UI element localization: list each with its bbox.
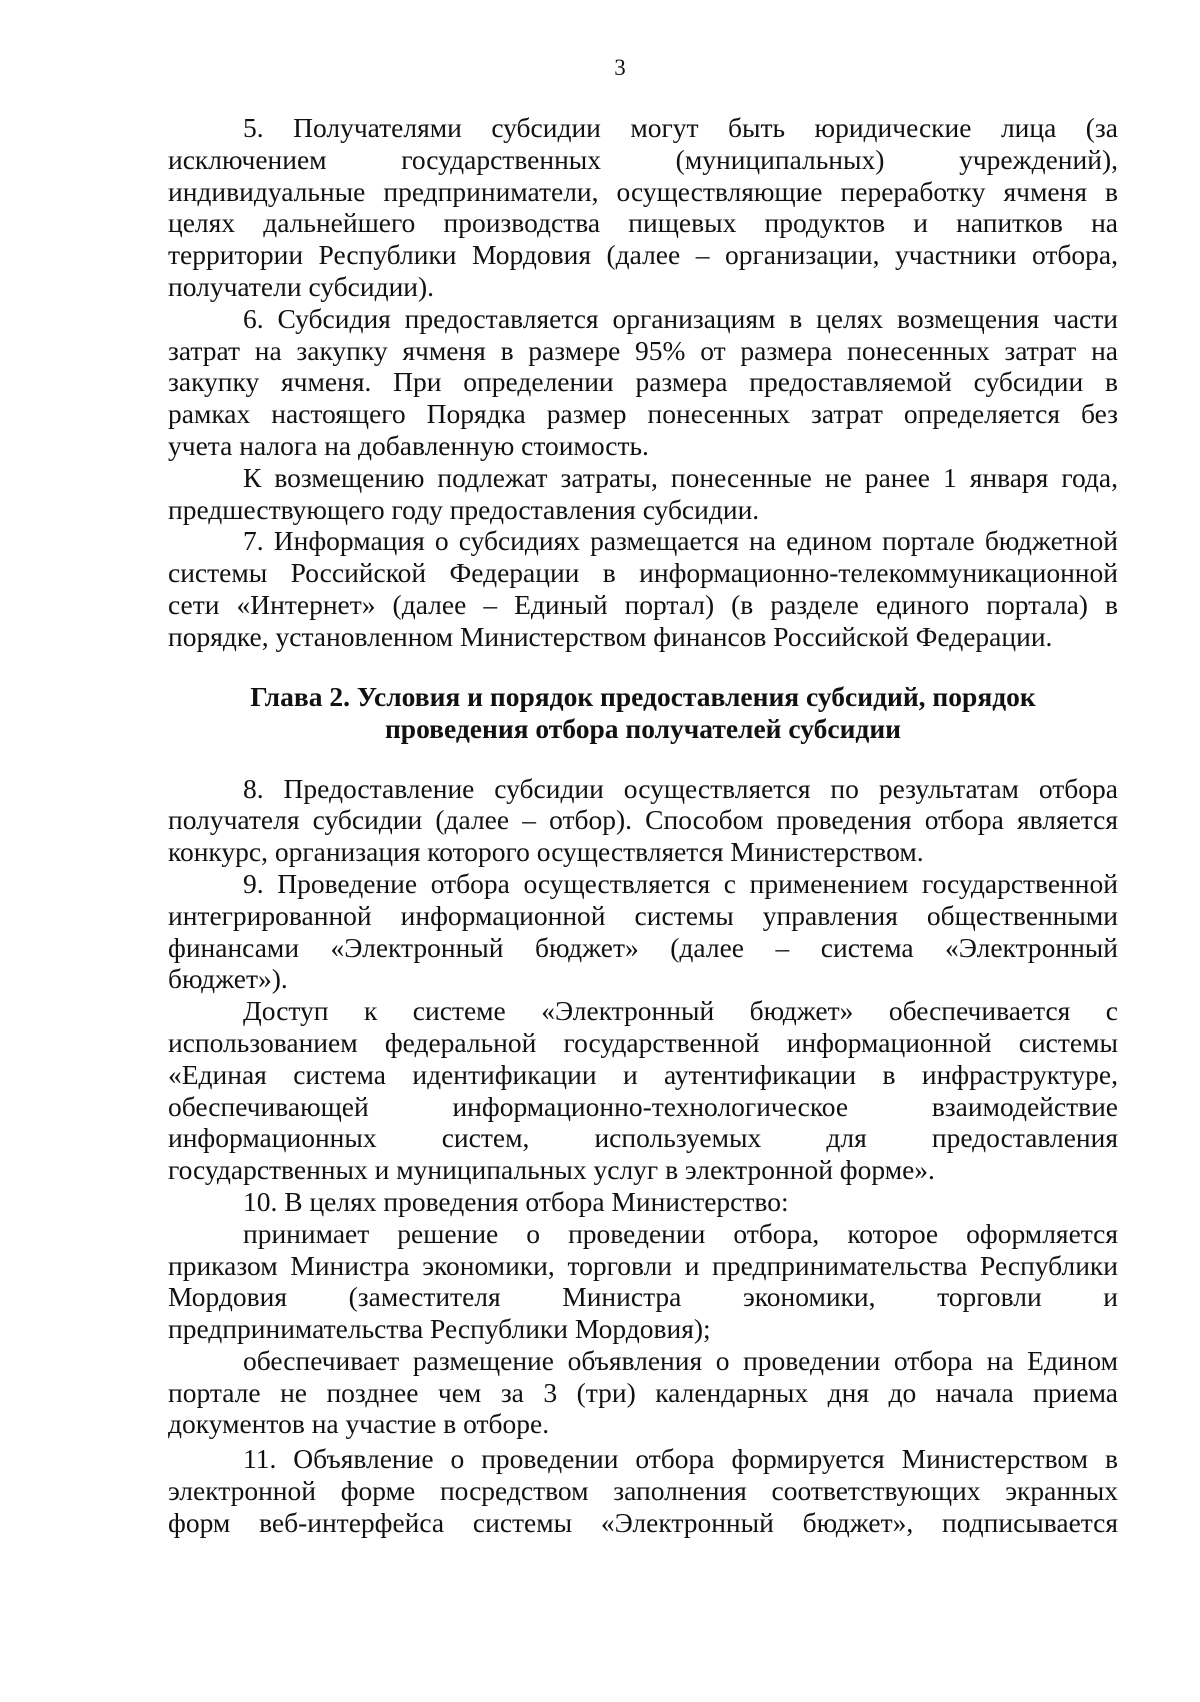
paragraph-7-line: 7. Информация о субсидиях размещается на едином портале бюджетной — [243, 525, 1118, 557]
paragraph-6-line: закупку ячменя. При определении размера предоставляемой субсидии в — [168, 366, 1118, 398]
paragraph-9-line: интегрированной информационной системы управления общественными — [168, 899, 1118, 931]
document-body — [168, 112, 1118, 1539]
paragraph-5-line: целях дальнейшего производства пищевых продуктов и напитков на — [168, 207, 1118, 239]
paragraph-9b-line: обеспечивающей информационно-технологическое взаимодействие — [168, 1090, 1118, 1122]
paragraph-10b-line: обеспечивает размещение объявления о проведении отбора на Едином — [243, 1344, 1118, 1376]
paragraph-9b-line: Доступ к системе «Электронный бюджет» обеспечивается с — [243, 995, 1118, 1027]
paragraph-10b-line: документов на участие в отборе. — [168, 1408, 550, 1440]
paragraph-8-line: получателя субсидии (далее – отбор). Способом проведения отбора является — [168, 804, 1118, 836]
paragraph-10-line: 10. В целях проведения отбора Министерство: — [243, 1185, 789, 1217]
paragraph-5-line: получатели субсидии). — [168, 270, 435, 302]
paragraph-5-line: 5. Получателями субсидии могут быть юридические лица (за — [243, 112, 1118, 143]
paragraph-8-line: конкурс, организация которого осуществляется Министерством. — [168, 836, 924, 868]
paragraph-11-line: электронной форме посредством заполнения соответствующих экранных — [168, 1475, 1118, 1507]
paragraph-8-line: 8. Предоставление субсидии осуществляется по результатам отбора — [243, 772, 1118, 804]
paragraph-9b-line: использованием федеральной государственной информационной системы — [168, 1026, 1118, 1058]
paragraph-11-line: 11. Объявление о проведении отбора формируется Министерством в — [243, 1443, 1118, 1475]
paragraph-10a-line: Мордовия (заместителя Министра экономики, торговли и — [168, 1281, 1118, 1313]
paragraph-9-line: бюджет»). — [168, 963, 288, 995]
paragraph-9b-line: государственных и муниципальных услуг в электронной форме». — [168, 1154, 935, 1186]
paragraph-5-line: территории Республики Мордовия (далее – организации, участники отбора, — [168, 239, 1118, 271]
paragraph-9b-line: информационных систем, используемых для предоставления — [168, 1122, 1118, 1154]
paragraph-6b-line: предшествующего году предоставления субсидии. — [168, 493, 760, 525]
paragraph-9-line: финансами «Электронный бюджет» (далее – система «Электронный — [168, 931, 1118, 963]
paragraph-6-line: 6. Субсидия предоставляется организациям в целях возмещения части — [243, 302, 1118, 334]
paragraph-7-line: сети «Интернет» (далее – Единый портал) (в разделе единого портала) в — [168, 588, 1118, 620]
page-number: 3 — [614, 55, 626, 80]
paragraph-9b-line: «Единая система идентификации и аутентификации в инфраструктуре, — [168, 1058, 1118, 1090]
paragraph-6b-line: К возмещению подлежат затраты, понесенные не ранее 1 января года, — [243, 461, 1118, 493]
paragraph-10b-line: портале не позднее чем за 3 (три) календарных дня до начала приема — [168, 1376, 1118, 1408]
paragraph-10a-line: приказом Министра экономики, торговли и предпринимательства Республики — [168, 1249, 1118, 1281]
paragraph-7-line: системы Российской Федерации в информационно-телекоммуникационной — [168, 557, 1118, 589]
paragraph-6-line: учета налога на добавленную стоимость. — [168, 429, 649, 461]
paragraph-9-line: 9. Проведение отбора осуществляется с применением государственной — [243, 867, 1118, 899]
paragraph-7-line: порядке, установленном Министерством финансов Российской Федерации. — [168, 620, 1053, 652]
paragraph-10a-line: предпринимательства Республики Мордовия); — [168, 1313, 711, 1345]
chapter-heading: Глава 2. Условия и порядок предоставления субсидий, порядок — [250, 680, 1036, 712]
paragraph-5-line: индивидуальные предприниматели, осуществляющие переработку ячменя в — [168, 175, 1118, 207]
chapter-heading: проведения отбора получателей субсидии — [384, 712, 902, 744]
paragraph-10a-line: принимает решение о проведении отбора, которое оформляется — [243, 1217, 1118, 1249]
paragraph-6-line: затрат на закупку ячменя в размере 95% от размера понесенных затрат на — [168, 334, 1118, 366]
paragraph-6-line: рамках настоящего Порядка размер понесенных затрат определяется без — [168, 398, 1118, 430]
paragraph-5-line: исключением государственных (муниципальных) учреждений), — [168, 143, 1118, 175]
paragraph-11-line: форм веб-интерфейса системы «Электронный бюджет», подписывается — [168, 1506, 1118, 1538]
